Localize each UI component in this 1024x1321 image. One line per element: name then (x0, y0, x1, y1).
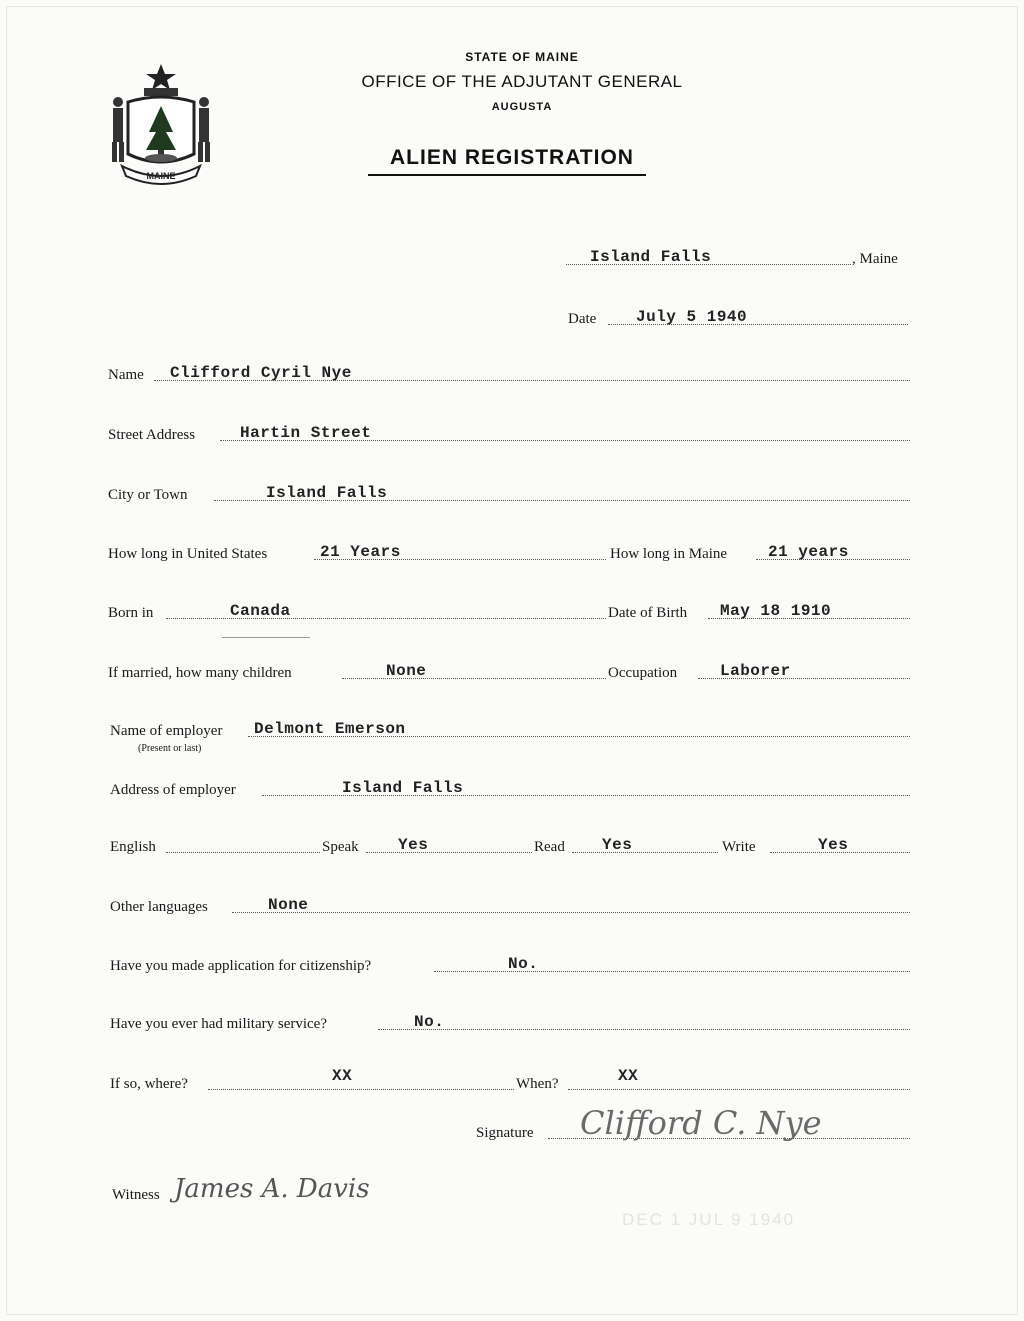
witness-value: James A. Davis (174, 1174, 370, 1204)
title-underline (368, 174, 646, 176)
maine-duration-label: How long in Maine (610, 546, 728, 562)
witness-row (112, 1174, 512, 1204)
children-row (108, 660, 910, 682)
city-label: City or Town (108, 487, 188, 503)
other-languages-label: Other languages (110, 899, 208, 915)
where-when-row (110, 1067, 910, 1093)
street-value: Hartin Street (240, 424, 372, 442)
where-value: XX (332, 1067, 353, 1085)
date-row (568, 306, 910, 328)
children-label: If married, how many children (108, 665, 292, 681)
witness-label: Witness (112, 1187, 160, 1203)
citizenship-row (110, 953, 910, 975)
military-row (110, 1011, 910, 1033)
duration-row (108, 541, 910, 563)
date-value: July 5 1940 (636, 308, 748, 326)
other-languages-row (110, 894, 910, 916)
name-label: Name (108, 367, 144, 383)
date-label: Date (568, 311, 597, 327)
employer-value: Delmont Emerson (254, 720, 406, 738)
where-label: If so, where? (110, 1076, 188, 1092)
birth-row (108, 600, 910, 622)
seal-motto: MAINE (146, 171, 176, 181)
born-in-label: Born in (108, 605, 154, 621)
received-stamp: DEC 1 JUL 9 1940 (622, 1210, 796, 1229)
location-value: Island Falls (590, 248, 712, 266)
signature-row (476, 1104, 910, 1142)
write-value: Yes (818, 836, 849, 854)
page-title: ALIEN REGISTRATION (390, 146, 634, 169)
us-duration-value: 21 Years (320, 543, 401, 561)
us-duration-label: How long in United States (108, 546, 268, 562)
children-value: None (386, 662, 427, 680)
employer-address-label: Address of employer (110, 782, 236, 798)
read-label: Read (534, 839, 565, 855)
city-heading: AUGUSTA (491, 101, 553, 113)
employer-label-text: Name of employer (110, 723, 223, 739)
employer-sublabel: (Present or last) (138, 743, 202, 754)
name-row (108, 362, 910, 384)
military-value: No. (414, 1013, 445, 1031)
signature-label: Signature (476, 1125, 534, 1141)
maine-duration-value: 21 years (768, 543, 849, 561)
employer-row (110, 718, 910, 754)
english-label: English (110, 839, 156, 855)
dob-value: May 18 1910 (720, 602, 832, 620)
state-heading: STATE OF MAINE (465, 50, 579, 64)
citizenship-value: No. (508, 955, 539, 973)
born-in-value: Canada (230, 602, 291, 620)
employer-address-row (110, 777, 910, 799)
write-label: Write (722, 839, 756, 855)
name-value: Clifford Cyril Nye (170, 364, 352, 382)
location-suffix: , Maine (852, 251, 898, 267)
occupation-label: Occupation (608, 665, 678, 681)
employer-label (110, 723, 223, 754)
occupation-value: Laborer (720, 662, 791, 680)
employer-address-value: Island Falls (342, 779, 464, 797)
street-row (108, 422, 910, 444)
dob-label: Date of Birth (608, 605, 688, 621)
when-value: XX (618, 1067, 639, 1085)
read-value: Yes (602, 836, 633, 854)
location-row (566, 246, 911, 268)
speak-value: Yes (398, 836, 429, 854)
divider (222, 637, 310, 638)
city-value: Island Falls (266, 484, 388, 502)
english-row (110, 834, 910, 856)
city-row (108, 482, 910, 504)
signature-value: Clifford C. Nye (580, 1104, 822, 1142)
street-label: Street Address (108, 427, 196, 443)
office-heading: OFFICE OF THE ADJUTANT GENERAL (361, 72, 683, 91)
speak-label: Speak (322, 839, 359, 855)
citizenship-label: Have you made application for citizenship? (110, 958, 372, 974)
other-languages-value: None (268, 896, 309, 914)
military-label: Have you ever had military service? (110, 1016, 327, 1032)
when-label: When? (516, 1076, 559, 1092)
